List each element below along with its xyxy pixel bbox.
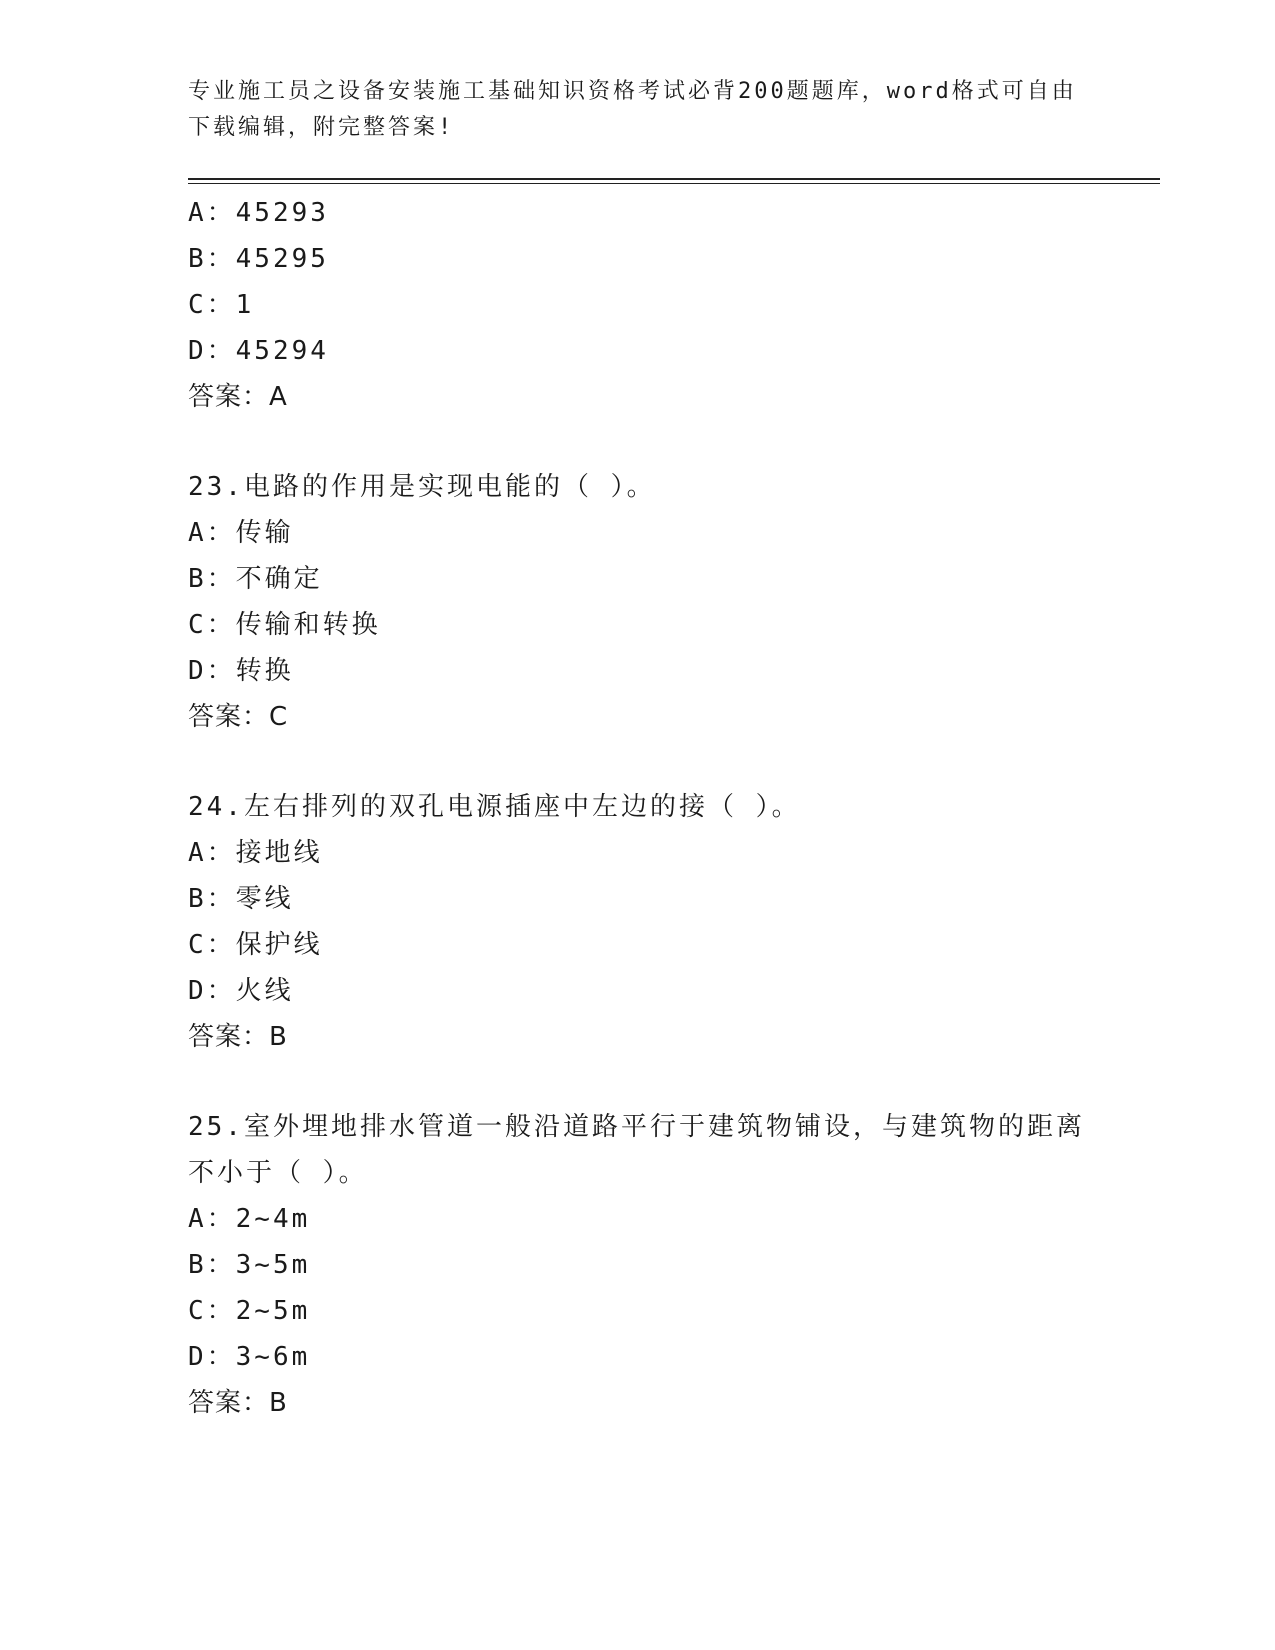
option-d: D：转换 [188,656,294,686]
option-d: D：火线 [188,976,294,1006]
question-text: 23.电路的作用是实现电能的（ ）。 [188,472,656,502]
question-list [188,190,1088,1426]
option-b: B：不确定 [188,564,323,594]
option-a: A：45293 [188,198,329,228]
answer-line: 答案：C [188,702,289,732]
spacer [188,1060,1088,1104]
option-b: B：45295 [188,244,329,274]
question-22-tail [188,190,1088,420]
question-23 [188,464,1088,740]
option-a: A：传输 [188,518,294,548]
question-25 [188,1104,1088,1426]
option-c: C：2~5m [188,1296,311,1326]
page-header [188,74,1088,146]
document-title: 专业施工员之设备安装施工基础知识资格考试必背200题题库，word格式可自由下载编辑，附完整答案! [188,79,1077,140]
question-24 [188,784,1088,1060]
option-c: C：传输和转换 [188,610,381,640]
option-c: C：1 [188,290,255,320]
answer-line: 答案：B [188,1388,288,1418]
option-d: D：45294 [188,336,329,366]
option-b: B：3~5m [188,1250,311,1280]
question-text: 24.左右排列的双孔电源插座中左边的接（ ）。 [188,792,801,822]
option-c: C：保护线 [188,930,323,960]
answer-line: 答案：A [188,382,288,412]
option-b: B：零线 [188,884,294,914]
spacer [188,740,1088,784]
option-a: A：接地线 [188,838,323,868]
spacer [188,420,1088,464]
question-text: 25.室外埋地排水管道一般沿道路平行于建筑物铺设，与建筑物的距离不小于（ ）。 [188,1112,1085,1188]
option-a: A：2~4m [188,1204,311,1234]
header-divider [188,178,1160,180]
answer-line: 答案：B [188,1022,288,1052]
option-d: D：3~6m [188,1342,311,1372]
